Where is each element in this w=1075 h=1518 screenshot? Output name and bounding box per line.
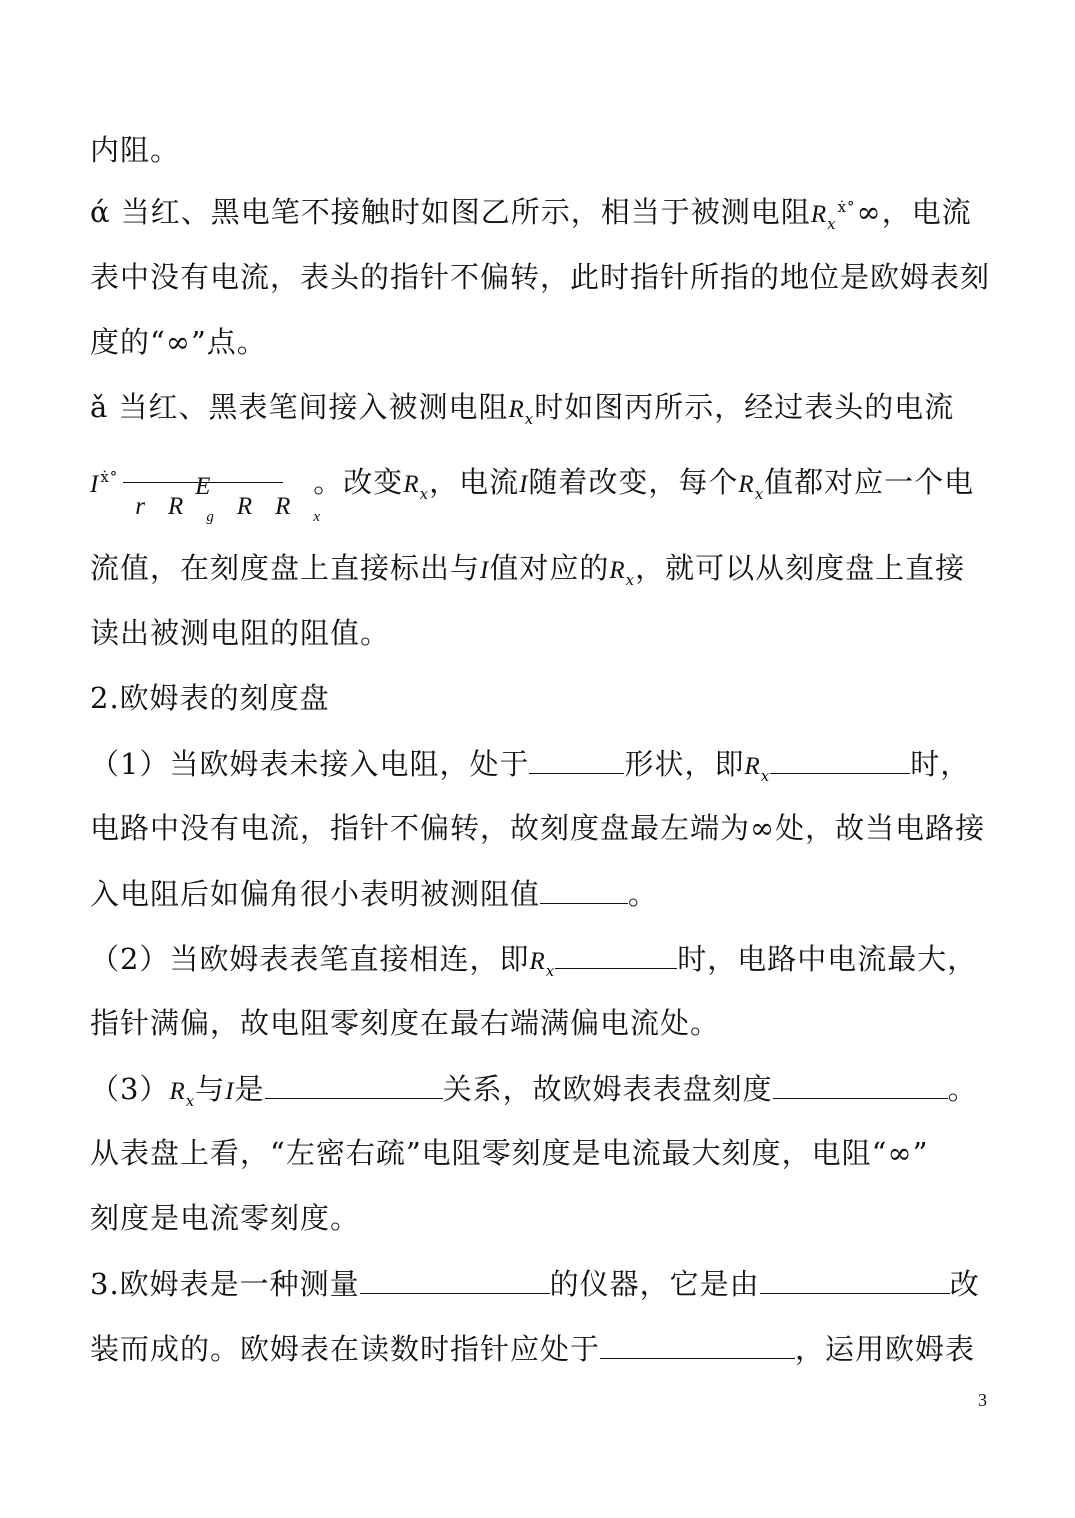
math-sub-x: x [625,571,636,589]
math-I: I [90,471,100,498]
text: ，电流 [429,465,520,499]
math-R: R $_g$ [168,493,215,525]
answer-blank[interactable] [770,743,910,774]
text-line [90,387,999,432]
math-sub-x: x [827,215,837,233]
text-line [90,192,999,237]
math-R: R [403,471,420,498]
math-R: R [810,201,828,228]
text: ，运用欧姆表 [795,1332,976,1366]
answer-blank[interactable] [555,938,677,969]
text: 是 [234,1072,265,1106]
math-R: R [169,1078,186,1105]
text: 内阻。 [90,133,181,167]
text: 从表盘上看，“左密右疏”电阻零刻度是电流最大刻度，电阻“∞” [90,1136,929,1170]
answer-blank[interactable] [600,1328,795,1359]
math-sub-x: x [754,485,765,503]
text: 值都对应一个电 [764,465,975,499]
text: 电路中没有电流，指针不偏转，故刻度盘最左端为∞处，故当电路接 [90,811,986,845]
answer-blank[interactable] [265,1068,443,1099]
math-I: I [519,471,529,498]
text: 与 [195,1072,226,1106]
math-sub-x: x [419,485,430,503]
formula-line [90,444,999,524]
text: 。 [947,1072,978,1106]
text: 时，电路中电流最大， [677,942,978,976]
text: 3.欧姆表是一种测量 [90,1267,360,1301]
answer-blank[interactable] [360,1263,550,1294]
math-sub-x: x [185,1092,196,1110]
text: ǎ 当红、黑表笔间接入被测电阻 [90,390,509,424]
text-line [90,1003,999,1043]
text: ，电流 [881,195,972,229]
math-I: I [225,1078,235,1105]
text: 关系，故欧姆表表盘刻度 [442,1072,773,1106]
fraction [123,446,322,525]
text: ά 当红、黑电笔不接触时如图乙所示，相当于被测电阻 [90,195,811,229]
text: 入电阻后如偏角很小表明被测阻值 [90,877,541,911]
math-sub-x: x [545,962,556,980]
text-line [90,873,999,914]
text: 的仪器，它是由 [549,1267,760,1301]
text: 表中没有电流，表头的指针不偏转，此时指针所指的地位是欧姆表刻 [90,260,991,294]
text: 刻度是电流零刻度。 [90,1201,361,1235]
text-line [90,808,999,848]
text: 。改变 [313,465,404,499]
text: 指针满偏，故电阻零刻度在最右端满偏电流处。 [90,1006,721,1040]
text: 。 [628,877,659,911]
answer-blank[interactable] [529,743,624,774]
text-line [90,1068,999,1114]
text: 随着改变，每个 [528,465,739,499]
math-sub-x: x [524,410,535,428]
text: 度的“∞”点。 [90,325,267,359]
text: 时如图丙所示，经过表头的电流 [534,390,955,424]
text-line [90,548,999,593]
text: 2.欧姆表的刻度盘 [90,681,330,715]
fraction-bar [123,482,283,483]
section-heading [90,1263,999,1304]
equals-glyph: ẋ° [100,468,119,486]
text: 读出被测电阻的阻值。 [90,616,391,650]
math-I: I [480,557,490,584]
text-line [90,938,999,984]
text-line [90,743,999,789]
text: 时， [910,747,971,781]
math-R: R [609,557,626,584]
text: 流值，在刻度盘上直接标出与 [90,551,481,585]
math-R: R [236,493,254,520]
text-line [90,613,999,653]
equals-glyph: ẋ° [837,198,856,216]
text: 改 [949,1267,980,1301]
math-r: r [135,493,147,520]
text: 值对应的 [489,551,610,585]
answer-blank[interactable] [773,1068,948,1099]
text: ，就可以从刻度盘上直接 [635,551,966,585]
text-line [90,130,999,170]
math-R: R [529,948,546,975]
section-heading [90,678,999,718]
text: 装而成的。欧姆表在读数时指针应处于 [90,1332,601,1366]
text-line [90,1133,999,1173]
math-R: R [738,471,755,498]
answer-blank[interactable] [760,1263,950,1294]
text-line [90,322,999,362]
math-sub-x: x [760,767,771,785]
math-R: R [744,753,761,780]
math-E: E [195,473,212,500]
math-sub-x: x [313,509,322,525]
infinity-symbol: ∞ [856,195,882,229]
text-line [90,1198,999,1238]
math-sub-g: g [206,509,215,525]
text-line [90,1328,999,1369]
text: （1）当欧姆表未接入电阻，处于 [90,747,530,781]
math-R: R [508,396,525,423]
math-R: R $_x$ [275,493,322,525]
text: （2）当欧姆表表笔直接相连，即 [90,942,530,976]
text: （3） [90,1072,170,1106]
answer-blank[interactable] [540,873,628,904]
text: 形状，即 [624,747,745,781]
page-number: 3 [978,1390,987,1410]
text-line [90,257,999,297]
